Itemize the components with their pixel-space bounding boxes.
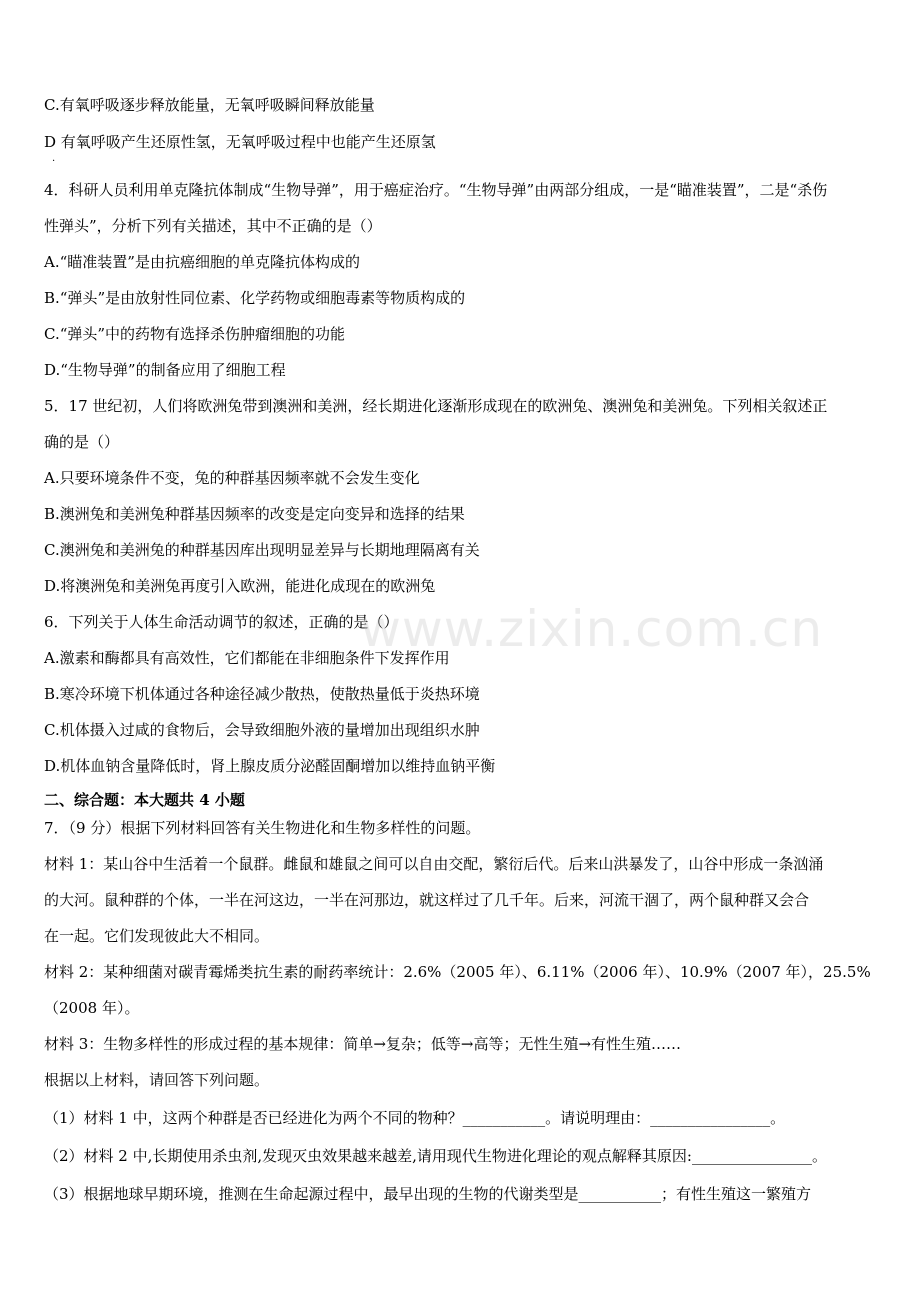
q5-option-c: C.澳洲兔和美洲兔的种群基因库出现明显差异与长期地理隔离有关 — [44, 541, 480, 559]
q3-option-c: C.有氧呼吸逐步释放能量，无氧呼吸瞬间释放能量 — [44, 96, 375, 114]
q4-option-d: D.“生物导弹”的制备应用了细胞工程 — [44, 361, 286, 379]
q4-option-b: B.“弹头”是由放射性同位素、化学药物或细胞毒素等物质构成的 — [44, 289, 466, 307]
q6-option-a: A.激素和酶都具有高效性，它们都能在非细胞条件下发挥作用 — [44, 649, 450, 667]
q6-option-b: B.寒冷环境下机体通过各种途径减少散热，使散热量低于炎热环境 — [44, 685, 480, 703]
q5-option-b: B.澳洲兔和美洲兔种群基因频率的改变是定向变异和选择的结果 — [44, 505, 465, 523]
q7-material-2-line-2: （2008 年）。 — [44, 999, 140, 1017]
q5-option-d: D.将澳洲兔和美洲兔再度引入欧洲，能进化成现在的欧洲兔 — [44, 577, 436, 595]
q4-option-a: A.“瞄准装置”是由抗癌细胞的单克隆抗体构成的 — [44, 253, 360, 271]
q6-option-c: C.机体摄入过咸的食物后，会导致细胞外液的量增加出现组织水肿 — [44, 721, 480, 739]
q7-sub-question-3: （3）根据地球早期环境，推测在生命起源过程中，最早出现的生物的代谢类型是___________；有性生殖这一繁殖方 — [44, 1185, 812, 1203]
q7-material-1-line-3: 在一起。它们发现彼此大不相同。 — [44, 927, 270, 945]
q7-stem: 7．（9 分）根据下列材料回答有关生物进化和生物多样性的问题。 — [44, 819, 481, 837]
q7-material-1-line-2: 的大河。鼠种群的个体，一半在河这边，一半在河那边，就这样过了几千年。后来，河流干涸了，两个鼠种群又会合 — [44, 891, 810, 909]
q4-stem-line-1: 4．科研人员利用单克隆抗体制成“生物导弹”，用于癌症治疗。“生物导弹”由两部分组成，一是“瞄准装置”，二是“杀伤 — [44, 181, 828, 199]
q5-stem-line-1: 5．17 世纪初，人们将欧洲兔带到澳洲和美洲，经长期进化逐渐形成现在的欧洲兔、澳洲兔和美洲兔。下列相关叙述正 — [44, 397, 828, 415]
q7-material-2-line-1: 材料 2：某种细菌对碳青霉烯类抗生素的耐药率统计：2.6%（2005 年）、6.11%（2006 年）、10.9%（2007 年），25.5% — [44, 963, 871, 981]
stray-dot: . — [52, 153, 56, 164]
q4-stem-line-2: 性弹头”，分析下列有关描述，其中不正确的是（） — [44, 217, 382, 235]
q6-option-d: D.机体血钠含量降低时，肾上腺皮质分泌醛固酮增加以维持血钠平衡 — [44, 757, 496, 775]
q5-stem-line-2: 确的是（） — [44, 433, 120, 451]
q7-sub-question-1: （1）材料 1 中，这两个种群是否已经进化为两个不同的物种？___________。请说明理由：________________。 — [44, 1109, 786, 1127]
q7-sub-question-2: （2）材料 2 中,长期使用杀虫剂,发现灭虫效果越来越差,请用现代生物进化理论的观点解释其原因:________________。 — [44, 1147, 827, 1165]
q5-option-a: A.只要环境条件不变，兔的种群基因频率就不会发生变化 — [44, 469, 420, 487]
q7-material-3: 材料 3：生物多样性的形成过程的基本规律：简单→复杂；低等→高等；无性生殖→有性生殖…… — [44, 1035, 682, 1053]
q7-material-1-line-1: 材料 1：某山谷中生活着一个鼠群。雌鼠和雄鼠之间可以自由交配，繁衍后代。后来山洪暴发了，山谷中形成一条汹涌 — [44, 855, 824, 873]
q7-ask: 根据以上材料，请回答下列问题。 — [44, 1071, 270, 1089]
q4-option-c: C.“弹头”中的药物有选择杀伤肿瘤细胞的功能 — [44, 325, 346, 343]
section-title: 二、综合题：本大题共 4 小题 — [44, 791, 245, 809]
q6-stem: 6．下列关于人体生命活动调节的叙述，正确的是（） — [44, 613, 399, 631]
q3-option-d: D 有氧呼吸产生还原性氢，无氧呼吸过程中也能产生还原氢 — [44, 133, 436, 151]
watermark: www.zixin.com.cn — [360, 600, 824, 658]
